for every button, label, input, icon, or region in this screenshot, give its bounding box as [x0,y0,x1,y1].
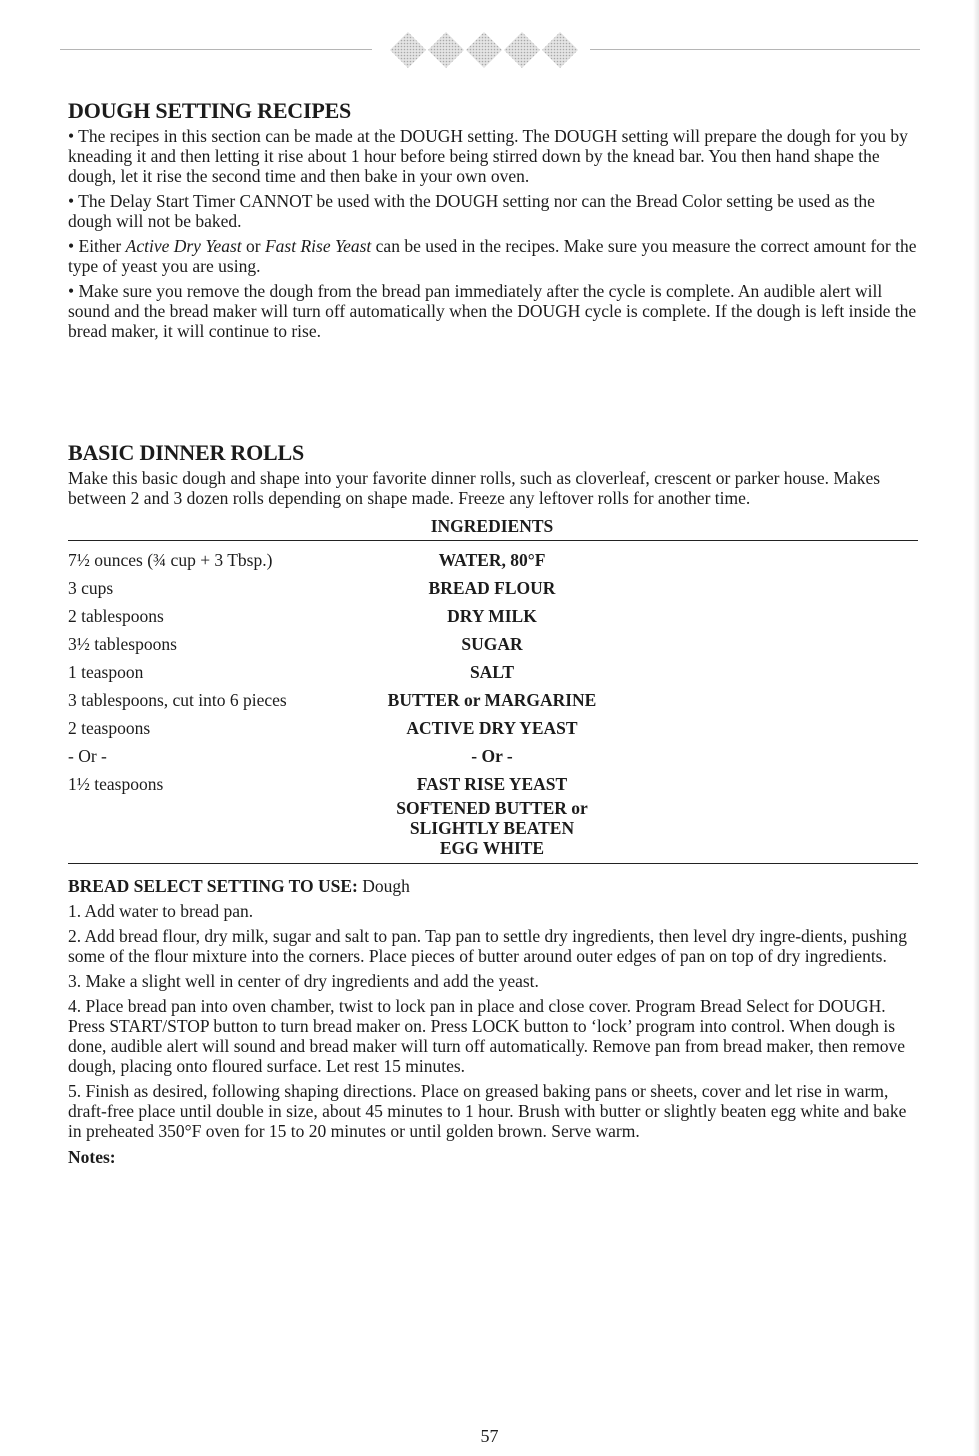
ingredient-name: SALT [469,662,515,682]
page-edge-shadow [973,0,979,1456]
recipe-step: 1. Add water to bread pan. [68,901,254,921]
ingredient-row [68,634,608,662]
page-number: 57 [480,1426,499,1446]
ingredient-name: WATER, 80°F [438,550,546,570]
page-content [68,98,918,1168]
header-ornament [60,28,920,72]
ingredient-amount: 7½ ounces (¾ cup + 3 Tbsp.) [68,550,273,570]
yeast-note-suffix: can be used in the recipes. Make sure you measure the correct amount for the type of yeast you are using. [68,236,917,276]
ingredient-row [68,662,608,690]
topping-line: SOFTENED BUTTER or [396,798,588,818]
yeast-note-middle: or [241,236,265,256]
bread-select-label: BREAD SELECT SETTING TO USE: [68,876,358,896]
ingredient-row [68,550,608,578]
ingredients-table [68,550,608,802]
recipe-step: 5. Finish as desired, following shaping directions. Place on greased baking pans or sheets, cover and let rise in warm, draft-free place until double in size, about 45 minutes to 1 hour. Brush with butter or slightly beaten egg white and bake in preheated 350°F oven for 15 to 20 minutes or until golden brown. Serve warm. [68,1081,907,1141]
ingredient-amount: 1 teaspoon [68,662,144,682]
intro-bullet-1: • The recipes in this section can be made at the DOUGH setting. The DOUGH setting will prepare the dough for you by kneading it and then letting it rise about 1 hour before being stirred down by the knead bar. You then hand shape the dough, let it rise the second time and then bake in your own oven. [68,126,908,186]
remove-dough-note: • Make sure you remove the dough from the bread pan immediately after the cycle is complete. An audible alert will sound and the bread maker will turn off automatically when the DOUGH cycle is complete. If the dough is left inside the bread maker, it will continue to rise. [68,281,917,341]
ingredient-row [68,718,608,746]
recipe-title: BASIC DINNER ROLLS [68,440,305,465]
recipe-step: 3. Make a slight well in center of dry ingredients and add the yeast. [68,971,539,991]
bread-select-setting [68,876,918,896]
ingredient-name: BUTTER or MARGARINE [387,690,597,710]
topping-line: SLIGHTLY BEATEN [409,818,575,838]
ingredient-amount: - Or - [68,746,107,766]
diamond-ornament-icon [388,30,584,70]
ingredient-name: SUGAR [461,634,523,654]
ingredient-amount: 3½ tablespoons [68,634,177,654]
recipe-description: Make this basic dough and shape into your favorite dinner rolls, such as cloverleaf, crescent or parker house. Makes between 2 and 3 dozen rolls depending on shape made. Freeze any leftover rolls for another time. [68,468,881,508]
ornament-line-right [590,49,920,50]
bread-select-value: Dough [357,876,410,896]
ingredient-name: DRY MILK [447,606,537,626]
ingredient-row [68,578,608,606]
ingredients-header: INGREDIENTS [430,516,554,536]
section-title: DOUGH SETTING RECIPES [68,98,352,123]
ingredient-amount: 3 cups [68,578,114,598]
topping-line: EGG WHITE [439,838,545,858]
intro-bullet-2: • The Delay Start Timer CANNOT be used with the DOUGH setting nor can the Bread Color setting be used as the dough will not be baked. [68,191,875,231]
ingredient-amount: 2 tablespoons [68,606,164,626]
ingredient-amount: 3 tablespoons, cut into 6 pieces [68,690,287,710]
ornament-line-left [60,49,372,50]
ingredient-row [68,690,608,718]
ingredient-amount: 2 teaspoons [68,718,151,738]
yeast-type-fast: Fast Rise Yeast [264,236,372,256]
yeast-note-prefix: • Either [68,236,126,256]
ingredients-top-rule [68,540,918,541]
ingredients-bottom-rule [68,863,918,864]
recipe-step: 2. Add bread flour, dry milk, sugar and salt to pan. Tap pan to settle dry ingredients, then level dry ingre-dients, pushing some of the flour mixture into the corners. Place pieces of butter around outer edges of pan on top of dry ingredients. [68,926,908,966]
ingredient-name: ACTIVE DRY YEAST [406,718,578,738]
ingredient-amount: 1½ teaspoons [68,774,164,794]
ingredient-name: FAST RISE YEAST [416,774,568,794]
notes-label: Notes: [68,1147,116,1167]
recipe-step: 4. Place bread pan into oven chamber, twist to lock pan in place and close cover. Program Bread Select for DOUGH. Press START/STOP button to turn bread maker on. Press LOCK button to ‘lock’ program into control. When dough is done, audible alert will sound and bread maker will turn off automatically. Remove pan from bread maker, then remove dough, placing onto floured surface. Let rest 15 minutes. [68,996,906,1076]
topping-ingredient [376,798,608,863]
ingredient-row [68,606,608,634]
yeast-type-active: Active Dry Yeast [125,236,242,256]
ingredient-name: - Or - [471,746,513,766]
ingredient-name: BREAD FLOUR [428,578,556,598]
yeast-note [68,236,918,276]
ingredient-row [68,746,608,774]
